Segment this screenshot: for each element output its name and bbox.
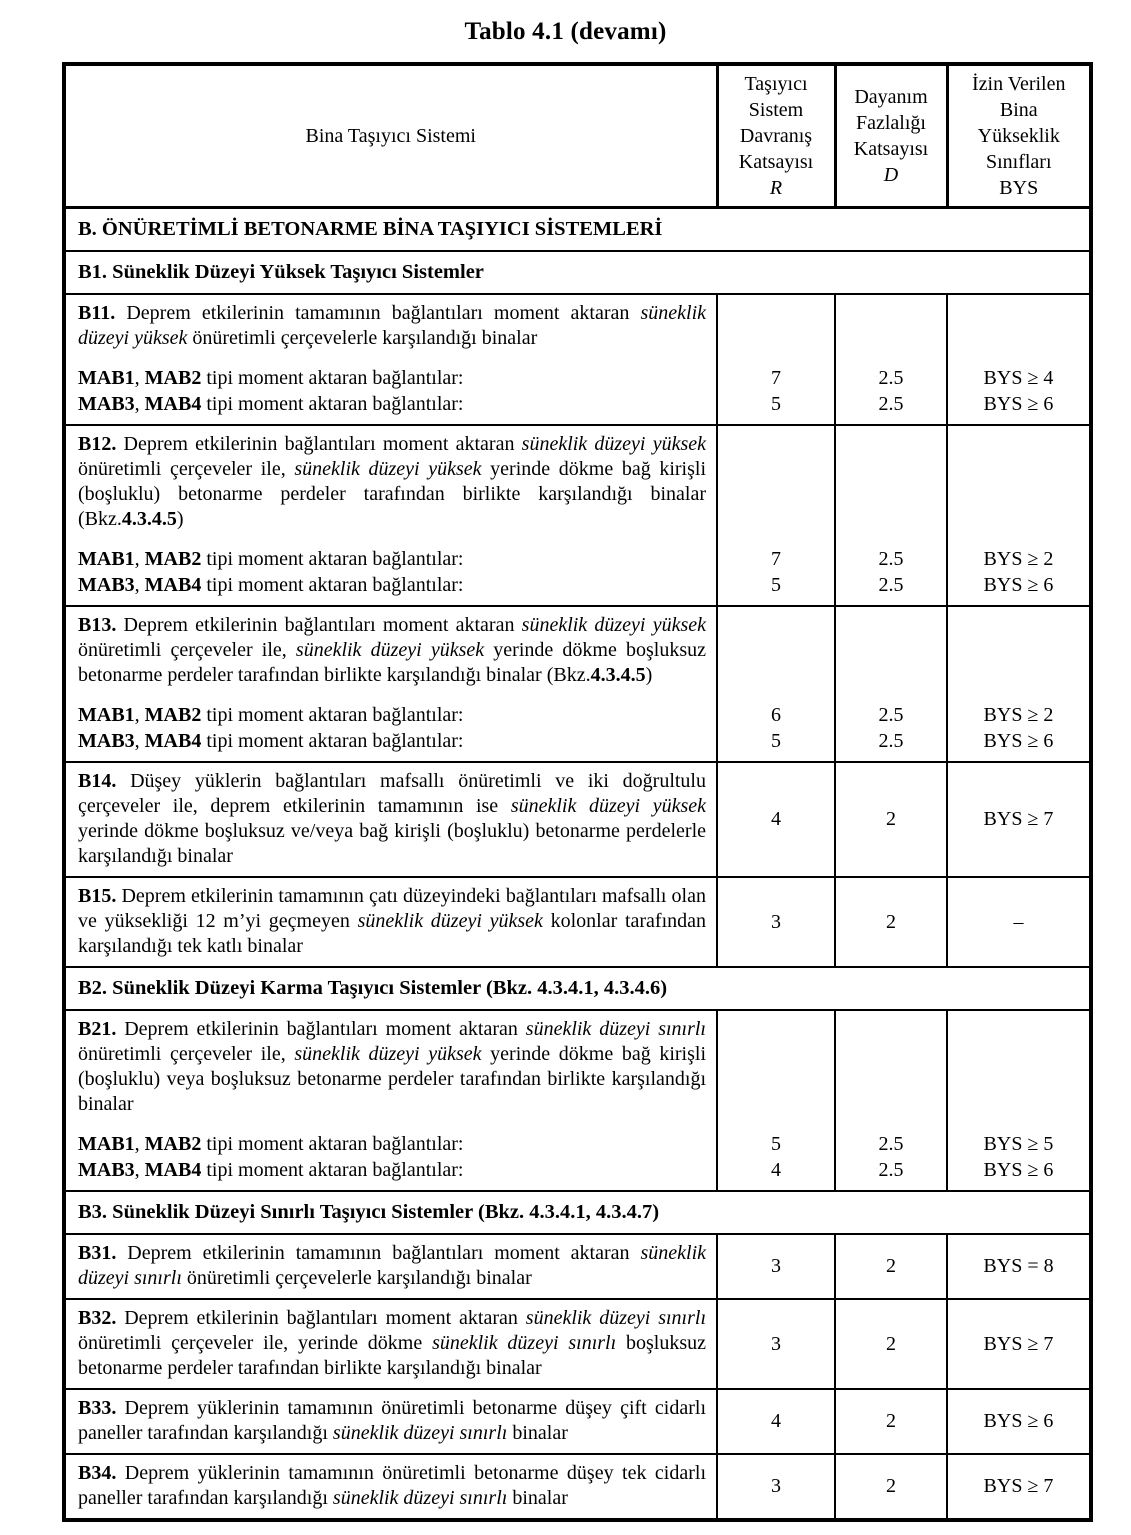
text: Deprem etkilerinin tamamının çatı düzeyindeki bağlantıları mafsallı olan ve yüksekliği 12 m’yi geçmeyen xyxy=(78,885,706,932)
connection-type-label xyxy=(78,573,706,599)
entry-description xyxy=(78,301,706,351)
value-R-line: 4 xyxy=(771,1158,781,1181)
text: , xyxy=(134,729,145,752)
section-title-B1 xyxy=(64,251,1091,294)
entry-description-cell-B13 xyxy=(64,606,717,762)
bold-text: B11. xyxy=(78,302,116,324)
value-BYS-B13 xyxy=(947,606,1091,762)
connection-type-list xyxy=(78,547,706,598)
header-line: Bina Taşıyıcı Sistemi xyxy=(305,125,476,147)
text: önüretimli çerçevelerle karşılandığı binalar xyxy=(181,1267,532,1289)
bold-text: B1. Süneklik Düzeyi Yüksek Taşıyıcı Sistemler xyxy=(78,261,484,283)
connection-type-label xyxy=(78,729,706,755)
bold-text: B34. xyxy=(78,1462,117,1484)
entry-description xyxy=(78,1306,706,1381)
bold-text: 4.3.4.5 xyxy=(590,664,646,686)
bold-text: MAB1 xyxy=(78,704,135,726)
entry-description xyxy=(78,1396,706,1446)
connection-type-label xyxy=(78,703,706,729)
entry-row-B34 xyxy=(64,1454,1091,1520)
value-R-line: 7 xyxy=(771,367,781,389)
value-BYS-B21 xyxy=(947,1010,1091,1191)
value-BYS-B11 xyxy=(947,294,1091,425)
header-line: Davranış xyxy=(739,125,813,147)
entry-description xyxy=(78,884,706,959)
entry-description xyxy=(78,1461,706,1511)
header-line: BYS xyxy=(999,177,1039,199)
text: önüretimli çerçeveler ile, xyxy=(78,458,295,480)
bold-text: MAB2 xyxy=(144,548,202,570)
value-D-B13 xyxy=(835,606,947,762)
entry-description xyxy=(78,432,706,532)
value-D-B31: 2 xyxy=(835,1234,947,1299)
connection-type-label xyxy=(78,366,706,392)
value-D-B33: 2 xyxy=(835,1389,947,1454)
connection-type-label xyxy=(78,547,706,573)
text: , xyxy=(134,1158,145,1181)
header-symbol: R xyxy=(769,177,783,199)
value-D-B14: 2 xyxy=(835,762,947,877)
value-D-B15: 2 xyxy=(835,877,947,967)
bold-text: B15. xyxy=(78,885,117,907)
entry-row-B21 xyxy=(64,1010,1091,1191)
value-BYS-line: BYS ≥ 6 xyxy=(983,573,1054,596)
value-R-B21 xyxy=(717,1010,835,1191)
header-symbol: D xyxy=(883,164,899,186)
italic-term: süneklik düzeyi yüksek xyxy=(521,433,706,455)
section-row-B xyxy=(64,208,1091,252)
value-BYS-B12 xyxy=(947,425,1091,606)
table-header xyxy=(64,64,1091,208)
column-header-d-coefficient xyxy=(835,64,947,208)
bold-text: B31. xyxy=(78,1242,117,1264)
entry-row-B31 xyxy=(64,1234,1091,1299)
text: boşluksuz betonarme perdeler tarafından birlikte karşılandığı binalar xyxy=(78,1332,706,1379)
value-R-line: 5 xyxy=(771,392,781,415)
entry-row-B33 xyxy=(64,1389,1091,1454)
bold-text: B2. Süneklik Düzeyi Karma Taşıyıcı Sistemler (Bkz. 4.3.4.1, 4.3.4.6) xyxy=(78,977,668,999)
bold-text: MAB2 xyxy=(144,1133,202,1155)
bold-text: MAB3 xyxy=(78,1158,135,1181)
text: Deprem etkilerinin bağlantıları moment aktaran xyxy=(116,433,522,455)
value-D-B34: 2 xyxy=(835,1454,947,1520)
value-BYS-B33: BYS ≥ 6 xyxy=(947,1389,1091,1454)
section-row-B2 xyxy=(64,967,1091,1010)
text: önüretimli çerçeveler ile, xyxy=(78,1043,295,1065)
column-header-r-coefficient xyxy=(717,64,835,208)
value-R-B15: 3 xyxy=(717,877,835,967)
value-R-B31: 3 xyxy=(717,1234,835,1299)
italic-term: süneklik düzeyi sınırlı xyxy=(332,1422,508,1444)
entry-description-cell-B11 xyxy=(64,294,717,425)
text: Deprem etkilerinin bağlantıları moment aktaran xyxy=(116,1307,526,1329)
value-D-line: 2.5 xyxy=(878,1158,904,1181)
value-D-line: 2.5 xyxy=(878,729,904,752)
bold-text: MAB2 xyxy=(144,704,202,726)
value-BYS-B31: BYS = 8 xyxy=(947,1234,1091,1299)
bold-text: B. ÖNÜRETİMLİ BETONARME BİNA TAŞIYICI SİSTEMLERİ xyxy=(78,218,663,240)
connection-type-list xyxy=(78,703,706,754)
section-title-B3 xyxy=(64,1191,1091,1234)
text: tipi moment aktaran bağlantılar: xyxy=(201,548,464,570)
section-row-B1 xyxy=(64,251,1091,294)
bold-text: B32. xyxy=(78,1307,117,1329)
text: tipi moment aktaran bağlantılar: xyxy=(201,704,464,726)
connection-type-label xyxy=(78,1132,706,1158)
text: binalar xyxy=(507,1487,568,1509)
value-D-line: 2.5 xyxy=(878,704,904,726)
value-BYS-B34: BYS ≥ 7 xyxy=(947,1454,1091,1520)
bold-text: MAB1 xyxy=(78,1133,135,1155)
entry-description-cell-B15 xyxy=(64,877,717,967)
header-line: Katsayısı xyxy=(738,151,814,173)
page-title: Tablo 4.1 (devamı) xyxy=(464,18,667,45)
header-line: Fazlalığı xyxy=(856,112,926,134)
bold-text: B13. xyxy=(78,614,117,636)
column-header-system xyxy=(64,64,717,208)
value-D-line: 2.5 xyxy=(878,392,904,415)
text: tipi moment aktaran bağlantılar: xyxy=(201,573,464,596)
value-R-B11 xyxy=(717,294,835,425)
value-D-B21 xyxy=(835,1010,947,1191)
value-R-line: 7 xyxy=(771,548,781,570)
value-R-B14: 4 xyxy=(717,762,835,877)
text: önüretimli çerçeveler ile, yerinde dökme xyxy=(78,1332,433,1354)
entry-row-B14 xyxy=(64,762,1091,877)
value-BYS-line: BYS ≥ 6 xyxy=(983,392,1054,415)
building-system-table xyxy=(62,62,1093,1522)
entry-description xyxy=(78,1241,706,1291)
value-D-B32: 2 xyxy=(835,1299,947,1389)
text: , xyxy=(134,548,145,570)
bold-text: B21. xyxy=(78,1018,117,1040)
text: binalar xyxy=(507,1422,568,1444)
value-R-B12 xyxy=(717,425,835,606)
entry-description-cell-B31 xyxy=(64,1234,717,1299)
section-row-B3 xyxy=(64,1191,1091,1234)
text: Deprem yüklerinin tamamının önüretimli betonarme düşey çift cidarlı paneller tarafından karşılandığı xyxy=(78,1397,706,1444)
header-line: Taşıyıcı xyxy=(744,73,808,95)
value-BYS-B15: – xyxy=(947,877,1091,967)
entry-description-cell-B33 xyxy=(64,1389,717,1454)
value-R-line: 5 xyxy=(771,729,781,752)
value-D-line: 2.5 xyxy=(878,573,904,596)
italic-term: süneklik düzeyi sınırlı xyxy=(78,1242,706,1289)
entry-description-cell-B14 xyxy=(64,762,717,877)
italic-term: süneklik düzeyi yüksek xyxy=(294,1043,482,1065)
italic-term: süneklik düzeyi yüksek xyxy=(295,639,485,661)
bold-text: B3. Süneklik Düzeyi Sınırlı Taşıyıcı Sistemler (Bkz. 4.3.4.1, 4.3.4.7) xyxy=(78,1201,660,1223)
value-BYS-line: BYS ≥ 2 xyxy=(983,548,1054,570)
text: yerinde dökme boşluksuz betonarme perdeler tarafından birlikte karşılandığı binalar (Bkz. xyxy=(78,639,706,686)
value-D-line: 2.5 xyxy=(878,1133,904,1155)
header-line: Dayanım xyxy=(854,86,928,108)
italic-term: süneklik düzeyi xyxy=(525,1307,651,1329)
bold-text: MAB4 xyxy=(144,1158,202,1181)
text: Deprem etkilerinin bağlantıları moment aktaran xyxy=(116,614,522,636)
bold-text: MAB1 xyxy=(78,367,135,389)
italic-term: süneklik düzeyi yüksek xyxy=(521,614,706,636)
value-BYS-B32: BYS ≥ 7 xyxy=(947,1299,1091,1389)
entry-description xyxy=(78,1017,706,1117)
entry-row-B15 xyxy=(64,877,1091,967)
text: yerinde dökme bağ kirişli (boşluklu) betonarme perdeler tarafından birlikte karşılandığı binalar (Bkz. xyxy=(78,458,707,530)
header-line: Katsayısı xyxy=(853,138,929,160)
italic-term: süneklik düzeyi yüksek xyxy=(78,302,706,349)
text: , xyxy=(134,704,145,726)
entry-row-B11 xyxy=(64,294,1091,425)
value-D-line: 2.5 xyxy=(878,367,904,389)
bold-text: MAB2 xyxy=(144,367,202,389)
bold-text: MAB1 xyxy=(78,548,135,570)
value-BYS-line: BYS ≥ 2 xyxy=(983,704,1054,726)
text: tipi moment aktaran bağlantılar: xyxy=(201,367,464,389)
value-R-B13 xyxy=(717,606,835,762)
text: , xyxy=(134,392,145,415)
value-D-B11 xyxy=(835,294,947,425)
text: ) xyxy=(645,664,653,686)
entry-row-B32 xyxy=(64,1299,1091,1389)
bold-text: MAB3 xyxy=(78,392,135,415)
text: Düşey yüklerin bağlantıları mafsallı önüretimli ve iki doğrultulu çerçeveler ile, deprem etkilerinin tamamının ise xyxy=(78,770,706,817)
value-D-B12 xyxy=(835,425,947,606)
entry-description xyxy=(78,613,706,688)
value-R-B34: 3 xyxy=(717,1454,835,1520)
header-line: Sınıfları xyxy=(985,151,1052,173)
italic-term: süneklik düzeyi yüksek xyxy=(294,458,482,480)
text: tipi moment aktaran bağlantılar: xyxy=(201,392,464,415)
value-R-B33: 4 xyxy=(717,1389,835,1454)
entry-row-B13 xyxy=(64,606,1091,762)
text: yerinde dökme boşluksuz ve/veya bağ kirişli (boşluklu) betonarme perdelerle karşılandığı binalar xyxy=(78,820,706,867)
connection-type-label xyxy=(78,392,706,418)
section-title-B xyxy=(64,208,1091,252)
value-R-B32: 3 xyxy=(717,1299,835,1389)
value-R-line: 5 xyxy=(771,573,781,596)
text: yerinde dökme bağ kirişli (boşluklu) veya boşluksuz betonarme perdeler tarafından birlikte karşılandığı binalar xyxy=(78,1043,707,1115)
italic-term: süneklik düzeyi yüksek xyxy=(510,795,706,817)
connection-type-label xyxy=(78,1158,706,1184)
bold-text: 4.3.4.5 xyxy=(121,508,177,530)
entry-description-cell-B12 xyxy=(64,425,717,606)
bold-text: MAB4 xyxy=(144,392,202,415)
text: önüretimli çerçevelerle karşılandığı binalar xyxy=(187,327,538,349)
value-BYS-line: BYS ≥ 4 xyxy=(983,367,1054,389)
value-R-line: 5 xyxy=(771,1133,781,1155)
text: kolonlar tarafından karşılandığı tek katlı binalar xyxy=(78,910,707,957)
entry-description-cell-B32 xyxy=(64,1299,717,1389)
text: Deprem etkilerinin bağlantıları moment aktaran xyxy=(116,1018,526,1040)
text: , xyxy=(134,367,145,389)
text: tipi moment aktaran bağlantılar: xyxy=(201,729,464,752)
bold-text: B33. xyxy=(78,1397,117,1419)
bold-text: MAB4 xyxy=(144,729,202,752)
entry-description-cell-B34 xyxy=(64,1454,717,1520)
connection-type-list xyxy=(78,366,706,417)
text: Deprem etkilerinin tamamının bağlantıları moment aktaran xyxy=(115,302,641,324)
italic-term: süneklik düzeyi sınırlı xyxy=(525,1018,706,1040)
entry-description xyxy=(78,769,706,869)
connection-type-list xyxy=(78,1132,706,1183)
text: tipi moment aktaran bağlantılar: xyxy=(201,1158,464,1181)
table-body xyxy=(64,208,1091,1521)
bold-text: MAB4 xyxy=(144,573,202,596)
header-row xyxy=(64,64,1091,208)
header-line: Yükseklik xyxy=(977,125,1060,147)
header-line: İzin Verilen xyxy=(972,73,1066,95)
italic-term: süneklik düzeyi sınırlı xyxy=(432,1332,617,1354)
bold-text: MAB3 xyxy=(78,573,135,596)
value-BYS-B14: BYS ≥ 7 xyxy=(947,762,1091,877)
italic-term: süneklik düzeyi yüksek xyxy=(357,910,543,932)
bold-text: B14. xyxy=(78,770,117,792)
bold-text: B12. xyxy=(78,433,117,455)
text: önüretimli çerçeveler ile, xyxy=(78,639,296,661)
italic-term: sınırlı xyxy=(658,1307,706,1329)
value-D-line: 2.5 xyxy=(878,548,904,570)
text: Deprem etkilerinin tamamının bağlantıları moment aktaran xyxy=(116,1242,641,1264)
value-R-line: 6 xyxy=(771,704,781,726)
header-line: Sistem xyxy=(748,99,804,121)
entry-row-B12 xyxy=(64,425,1091,606)
section-title-B2 xyxy=(64,967,1091,1010)
value-BYS-line: BYS ≥ 6 xyxy=(983,1158,1054,1181)
text: Deprem yüklerinin tamamının önüretimli betonarme düşey tek cidarlı paneller tarafından karşılandığı xyxy=(78,1462,706,1509)
text: tipi moment aktaran bağlantılar: xyxy=(201,1133,464,1155)
value-BYS-line: BYS ≥ 5 xyxy=(983,1133,1054,1155)
column-header-bys xyxy=(947,64,1091,208)
entry-description-cell-B21 xyxy=(64,1010,717,1191)
italic-term: süneklik düzeyi sınırlı xyxy=(332,1487,508,1509)
text: ) xyxy=(176,508,184,530)
bold-text: MAB3 xyxy=(78,729,135,752)
text: , xyxy=(134,1133,145,1155)
header-line: Bina xyxy=(999,99,1038,121)
text: , xyxy=(134,573,145,596)
value-BYS-line: BYS ≥ 6 xyxy=(983,729,1054,752)
